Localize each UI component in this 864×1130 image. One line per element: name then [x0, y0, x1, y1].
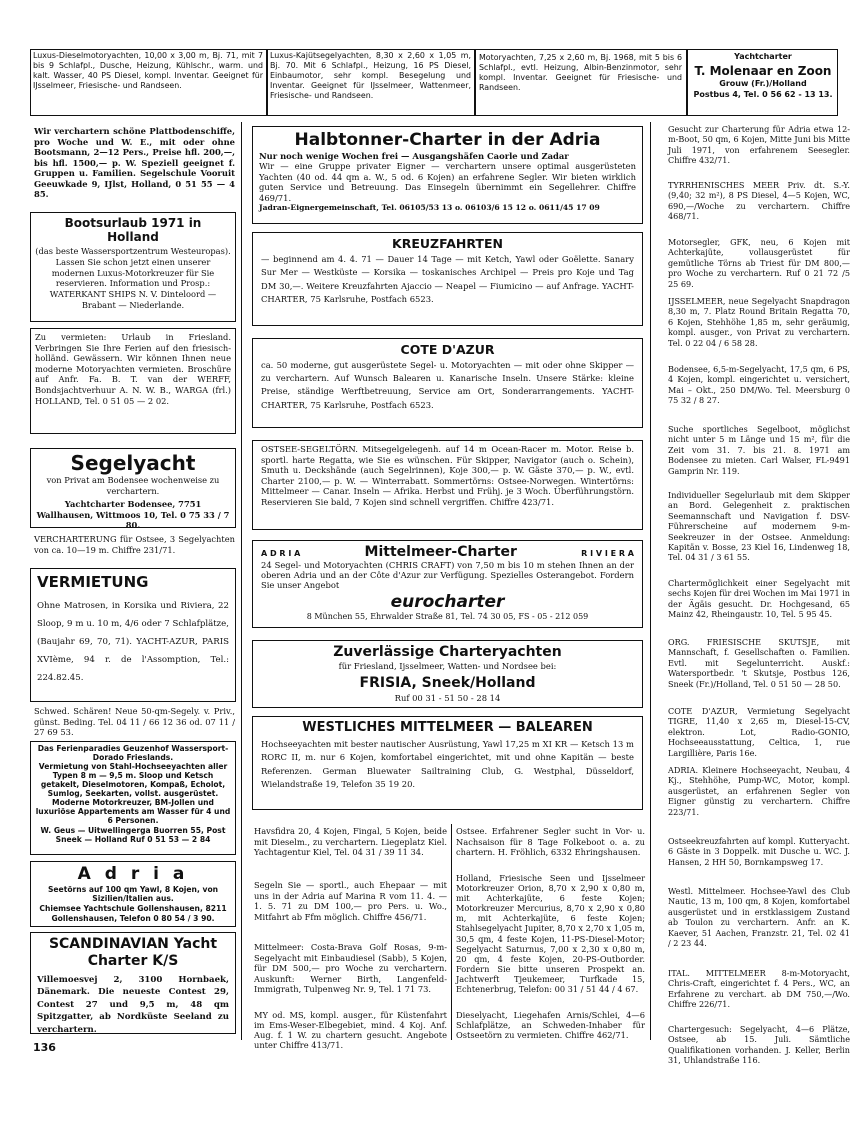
- ad-ostseekreuzfahrten: Ostseekreuzfahrten auf kompl. Kutteryacht. 6 Gäste in 3 Doppelk. mit Dusche u. WC. J. Hansen, 2 HH 50, Bornkampsweg 17.: [668, 836, 850, 867]
- ad-schwed: Schwed. Schären! Neue 50-qm-Segely. v. Priv., günst. Beding. Tel. 04 11 / 66 12 36 od. 07 11 / 27 69 53.: [34, 706, 235, 737]
- ad-kreuzfahrten: [252, 232, 643, 326]
- geuzenhof-contact: W. Geus — Uitwellingerga Buorren 55, Post Sneek — Holland Ruf 0 51 53 — 2 84: [40, 826, 226, 844]
- eurocharter-logo: eurocharter: [390, 591, 505, 612]
- halbtonner-contact: Jadran-Eignergemeinschaft, Tel. 06105/53 13 o. 06103/6 15 12 o. 0611/45 17 09: [259, 203, 600, 213]
- ad-ijsselmeer: IJSSELMEER, neue Segelyacht Snapdragon 8,30 m, 7. Platz Round Britain Regatta 70, 6 Kojen, Stehhöhe 1,85 m, sehr geräumig, kompl. ausger., von Privat zu verchartern. Tel. 0 22 04 / 6 58 28.: [668, 296, 850, 348]
- ostsee-text: OSTSEE-SEGELTÖRN. Mitsegelgelegenh. auf 14 m Ocean-Racer m. Motor. Reise b. sportl. harte Regatta, wie Sie es wünschen. Für Skipper, Navigator (auch o. Schein), Smuth u. Deckshände (auch Segelrinnen), Koje 300,— p. W. Gäste 370,— p. W., evtl. Charter 2100,— p. W. — Winterrabatt. Sommertörns: Ostsee-Norwegen. Wintertörns: Mittelmeer — Canar. Inseln — Afrika. Herbst und Frühj. je 3 Woch. Überführungstörn. Reservieren Sie bald, 7 Kojen sind schnell vergriffen. Chiffre 423/71.: [261, 444, 634, 507]
- scandinavian-title: SCANDINAVIAN Yacht Charter K/S: [48, 936, 218, 969]
- ad-my-ms: MY od. MS, kompl. ausger., für Küstenfahrt im Ems-Weser-Elbegebiet, mind. 4 Koj. Anf. Aug. f. 1 W. zu chartern gesucht. Angebote unter Chiffre 413/71.: [254, 1010, 447, 1050]
- ad-ostsee-segeltoern: [252, 440, 643, 530]
- ad-molenaar: [690, 51, 836, 114]
- segelyacht-text: von Privat am Bodensee wochenweise zu verchartern.: [46, 475, 220, 496]
- mm-contact: 8 München 55, Ehrwalder Straße 81, Tel. 74 30 05, FS - 05 - 212 059: [306, 611, 589, 621]
- scandinavian-text: Villemoesvej 2, 3100 Hornbaek, Dänemark. Die neueste Contest 29, Contest 27 und 9,5 m, 48 qm Spitzgatter, ab Nordküste Seeland zu verchartern.: [37, 975, 229, 1035]
- kreuzfahrten-text: — beginnend am 4. 4. 71 — Dauer 14 Tage — mit Ketch, Yawl oder Goëlette. Sanary Sur Mer — Westküste — Korsika — toskanisches Archipel — Preis pro Koje und Tag DM 30,—. Weitere Kreuzfahrten Ajaccio — Neapel — Fiumicino — auf Anfrage. YACHT-CHARTER, 75 Karlsruhe, Postfach 6523.: [261, 254, 634, 305]
- ad-urlaub-friesland: [30, 328, 236, 434]
- zuv-name: FRISIA, Sneek/Holland: [359, 675, 536, 691]
- molenaar-place: Grouw (Fr.)/Holland: [719, 79, 807, 88]
- halbtonner-sub: Nur noch wenige Wochen frei — Ausgangshäfen Caorle und Zadar: [259, 151, 569, 161]
- ad-westl-mittelmeer: Westl. Mittelmeer. Hochsee-Yawl des Club Nautic, 13 m, 100 qm, 8 Kojen, komfortabel ausgerüstet und in erstklassigem Zustand ab Toulon zu verchartern. Anfr. an K. Kaever, 51 Aachen, Franzstr. 21, Tel. 02 41 / 2 23 44.: [668, 886, 850, 949]
- page-number: 136: [33, 1041, 56, 1054]
- ad-motorsegler: Motorsegler, GFK, neu, 6 Kojen mit Achterkajüte, vollausgerüstet für gemütliche Törns ab Triest für DM 800,— pro Woche zu verchartern. Ruf 0 21 72 /5 25 69.: [668, 237, 850, 289]
- urlaub-text: Zu vermieten: Urlaub in Friesland. Verbringen Sie Ihre Ferien auf den friesisch-holländ. Gewässern. Wir können Ihnen neue moderne Motoryachten vermieten. Broschüre auf Anfr. Fa. B. T. van der WERFF, Bondsjachtverhuur A. N. W. B., WARGA (frl.) HOLLAND, Tel. 0 51 05 — 2 02.: [35, 332, 231, 406]
- ad-adria-kleinere: ADRIA. Kleinere Hochseeyacht, Neubau, 4 Kj., Stehhöhe, Pump-WC, Motor, kompl. ausgerüstet, an erfahrenen Segler von Eigner günstig zu verchartern. Chiffre 223/71.: [668, 765, 850, 817]
- ad-bodensee: Bodensee, 6,5-m-Segelyacht, 17,5 qm, 6 PS, 4 Kojen, kompl. eingerichtet u. versichert, Mai – Okt., 250 DM/Wo. Tel. Meersburg 0 75 32 / 8 27.: [668, 364, 850, 406]
- ad-chartergesuch: Chartergesuch: Segelyacht, 4—6 Plätze, Ostsee, ab 15. Juli. Sämtliche Qualifikationen vorhanden. J. Keller, Berlin 31, Uhlandstraße 116.: [668, 1024, 850, 1066]
- ad-mittelmeer-charter: [252, 540, 643, 628]
- ad-motoryachten: Motoryachten, 7,25 x 2,60 m, Bj. 1968, mit 5 bis 6 Schlafpl., evtl. Heizung, Albin-Benzinmotor, sehr kompl. Inventar. Geeignet für Friesische- und Randseen.: [479, 53, 682, 92]
- ad-segeln-sie: Segeln Sie — sportl., auch Ehepaar — mit uns in der Adria auf Marina R vom 11. 4. — 1. 5. 71 zu DM 100,— pro Pers. u. Wo., Mitfahrt ab Ffm möglich. Chiffre 456/71.: [254, 880, 447, 922]
- adria-contact: Chiemsee Yachtschule Gollenshausen, 8211 Gollenshausen, Telefon 0 80 54 / 3 90.: [39, 904, 227, 923]
- cote-title: COTE D'AZUR: [400, 342, 495, 357]
- ad-luxus-diesel: Luxus-Dieselmotoryachten, 10,00 x 3,00 m, Bj. 71, mit 7 bis 9 Schlafpl., Dusche, Heizung, Kühlschr., warm. und kalt. Wasser, 40 PS Diesel, kompl. Inventar. Geeignet für IJsselmeer, Friesische- und Randseen.: [33, 51, 263, 90]
- ad-cote-azur: [252, 338, 643, 428]
- zuv-sub: für Friesland, Ijsselmeer, Watten- und Nordsee bei:: [338, 661, 557, 671]
- segelyacht-contact: Yachtcharter Bodensee, 7751 Wallhausen, Wittmoos 10, Tel. 0 75 33 / 7 80.: [36, 499, 230, 530]
- ad-geuzenhof: [30, 741, 236, 855]
- west-title: WESTLICHES MITTELMEER — BALEAREN: [302, 720, 593, 735]
- ad-chartermoeglichkeit: Chartermöglichkeit einer Segelyacht mit sechs Kojen für drei Wochen im Mai 1971 in der Ägäis gesucht. Dr. Hochgesand, 65 Mainz 42, Rheingaustr. 10, Tel. 5 95 45.: [668, 578, 850, 620]
- molenaar-name: T. Molenaar en Zoon: [694, 64, 832, 78]
- kreuzfahrten-title: KREUZFAHRTEN: [392, 236, 503, 251]
- halbtonner-title: Halbtonner-Charter in der Adria: [294, 130, 601, 150]
- bootsurlaub-text: (das beste Wassersportzentrum Westeuropas). Lassen Sie schon jetzt einen unserer modernen Luxus-Motorkreuzer für Sie reservieren. Information und Prosp.: WATERKANT SHIPS N. V. Dinteloord — Brabant — Niederlande.: [35, 246, 231, 310]
- west-text: Hochseeyachten mit bester nautischer Ausrüstung, Yawl 17,25 m XI KR — Ketsch 13 m RORC II, m. nur 6 Kojen, komfortabel eingerichtet, mit und ohne Kapitän — beste Referenzen. German Bluewater Sailtraining Club, G. Westphal, Düsseldorf, Wielandstraße 19, Telefon 35 19 20.: [261, 739, 634, 790]
- geuzenhof-text: Vermietung von Stahl-Hochseeyachten aller Typen 8 m — 9,5 m. Sloop und Ketsch getakelt, Dieselmotoren, Kompaß, Echolot, Sumlog, Seekarten, vollst. ausgerüstet. Moderne Motorkreuzer, BM-Jollen und luxuriöse Appartements am Wasser für 4 und 6 Personen.: [35, 762, 231, 825]
- ad-havsfidra: Havsfidra 20, 4 Kojen, Fingal, 5 Kojen, beide mit Dieselm., zu verchartern. Liegeplatz Kiel. Yachtagentur Kiel, Tel. 04 31 / 39 11 34.: [254, 826, 447, 857]
- ad-westliches-mittelmeer: [252, 716, 643, 810]
- zuv-title: Zuverlässige Charteryachten: [333, 644, 562, 660]
- ad-cote-azur-tigre: COTE D'AZUR, Vermietung Segelyacht TIGRE, 11,40 x 2,65 m, Diesel-15-CV, elektron. Lot, Radio-GONIO, Hochseeausstattung, Celtica, 1, rue Largillière, Paris 16e.: [668, 706, 850, 758]
- ad-org-skutsje: ORG. FRIESISCHE SKUTSJE, mit Mannschaft, f. Gesellschaften o. Familien. Evtl. mit Segelunterricht. Auskf.: Watersportbedr. 't Skutsje, Postbus 126, Sneek (Fr.)/Holland, Tel. 0 51 50 — 28 50.: [668, 637, 850, 689]
- ad-adria-chiemsee: [30, 861, 236, 927]
- halbtonner-text: Wir — eine Gruppe privater Eigner — verchartern unsere optimal ausgerüsteten Yachten (40 od. 44 qm a. W., 5 od. 6 Kojen) an erfahrene Segler. Wir bieten wirklich guten Service und Betreuung. Das Einsegeln übernimmt ein Segellehrer. Chiffre 469/71.: [259, 161, 636, 203]
- geuzenhof-title: Das Ferienparadies Geuzenhof Wassersport-Dorado Frieslands.: [37, 744, 229, 762]
- cote-text: ca. 50 moderne, gut ausgerüstete Segel- u. Motoryachten — mit oder ohne Skipper — zu verchartern. Auf Wunsch Balearen u. Kanarische Inseln. Unsere Stärke: kleine Preise, ständige Werftbetreuung, Service am Ort, Sonderarrangements. YACHT-CHARTER, 75 Karlsruhe, Postfach 6523.: [261, 360, 634, 410]
- ad-plattboden: Wir verchartern schöne Plattbodenschiffe, pro Woche und W. E., mit oder ohne Bootsmann, 2—12 Pers., Preise hfl. 200,—, bis hfl. 1500,— p. W. Speziell geeignet f. Gruppen u. Familien. Segelschule Vooruit Geeuwkade 9, IJlst, Holland, 0 51 55 — 4 85.: [34, 126, 235, 199]
- mm-text: 24 Segel- und Motoryachten (CHRIS CRAFT) von 7,50 m bis 10 m stehen Ihnen an der oberen Adria und an der Côte d'Azur zur Verfügung. Spezielles Osterangebot. Fordern Sie unser Angebot: [261, 560, 634, 591]
- ad-vercharterung: VERCHARTERUNG für Ostsee, 3 Segelyachten von ca. 10—19 m. Chiffre 231/71.: [34, 534, 235, 555]
- ad-holland-friesische: Holland, Friesische Seen und Ijsselmeer Motorkreuzer Orion, 8,70 x 2,90 x 0,80 m, mit Achterkajüte, 6 feste Kojen; Motorkreuzer Mercurius, 8,70 x 2,90 x 0,80 m, mit Achterkajüte, 6 feste Kojen; Stahlsegelyacht Jupiter, 8,70 x 2,70 x 1,05 m, 30,5 qm, 4 feste Kojen, 11-PS-Diesel-Motor; Segelyacht Saturnus, 7,00 x 2,30 x 0,80 m, 20 qm, 4 feste Kojen, 20-PS-Outborder. Fordern Sie bitte unseren Prospekt an. Jachtwerft Tjeukemeer, Turfkade 15, Echtenerbrug, Telefon: 00 31 / 51 44 / 4 67.: [456, 873, 645, 995]
- ad-scandinavian: [30, 932, 236, 1034]
- ad-halbtonner: [252, 126, 643, 224]
- ad-luxus-kajuet: Luxus-Kajütsegelyachten, 8,30 x 2,60 x 1,05 m, Bj. 70. Mit 6 Schlafpl., Heizung, 16 PS Diesel, Einbaumotor, sehr kompl. Besegelung und Inventar. Geeignet für IJsselmeer, Wattenmeer, Friesische- und Randseen.: [270, 51, 471, 100]
- ad-tyrrhenisches: TYRRHENISCHES MEER Priv. dt. S.-Y. (9,40; 32 m²), 8 PS Diesel, 4—5 Kojen, WC, 690,—/Woche zu verchartern. Chiffre 468/71.: [668, 180, 850, 222]
- mm-header: [261, 544, 634, 560]
- yachtcharter-label: Yachtcharter: [734, 52, 792, 61]
- ad-gesucht-adria: Gesucht zur Charterung für Adria etwa 12-m-Boot, 50 qm, 6 Kojen, Mitte Juni bis Mitte Juli 1971, von erfahrenem Seesegler. Chiffre 432/71.: [668, 124, 850, 166]
- segelyacht-title: Segelyacht: [70, 451, 196, 475]
- ad-ostsee-erfahrener: Ostsee. Erfahrener Segler sucht in Vor- u. Nachsaison für 8 Tage Folkeboot o. a. zu chartern. H. Fröhlich, 6332 Ehringshausen.: [456, 826, 645, 857]
- ad-dieselyacht: Dieselyacht, Liegehafen Arnis/Schlei, 4—6 Schlafplätze, an Schweden-Inhaber für Ostseetörn zu vermieten. Chiffre 462/71.: [456, 1010, 645, 1040]
- ad-vermietung: [30, 568, 236, 702]
- ad-zuverlaessige: [252, 640, 643, 708]
- mm-right: R I V I E R A: [581, 549, 634, 558]
- ad-costa-brava: Mittelmeer: Costa-Brava Golf Rosas, 9-m-Segelyacht mit Einbaudiesel (Sabb), 5 Kojen, für DM 500,— pro Woche zu verchartern. Auskunft: Werner Birth, Langenfeld-Immigrath, Tulpenweg Nr. 9, Tel. 1 71 73.: [254, 942, 447, 994]
- adria-title: A d r i a: [77, 864, 189, 884]
- ad-suche: Suche sportliches Segelboot, möglichst nicht unter 5 m Länge und 15 m², für die Zeit vom 31. 7. bis 21. 8. 1971 am Bodensee zu mieten. Carl Walser, FL-9491 Gamprin Nr. 119.: [668, 424, 850, 476]
- ad-ital-mittelmeer: ITAL. MITTELMEER 8-m-Motoryacht, Chris-Craft, eingerichtet f. 4 Pers., WC, an Erfahrene zu verchart. ab DM 750,—/Wo. Chiffre 226/71.: [668, 968, 850, 1010]
- mm-left: A D R I A: [261, 549, 301, 558]
- zuv-phone: Ruf 00 31 - 51 50 - 28 14: [394, 693, 501, 703]
- mm-title: Mittelmeer-Charter: [364, 544, 517, 560]
- bootsurlaub-title: Bootsurlaub 1971 in Holland: [64, 216, 202, 244]
- vermietung-title: VERMIETUNG: [37, 573, 149, 591]
- ad-segelyacht: [30, 448, 236, 528]
- molenaar-phone: Postbus 4, Tel. 0 56 62 - 13 13.: [693, 90, 833, 99]
- ad-individueller: Individueller Segelurlaub mit dem Skipper an Bord. Gelegenheit z. praktischen Seemannschaft und Navigation f. DSV-Führerscheine auf modernem 9-m-Seekreuzer in der Ostsee. Anmeldung: Kapitän v. Bosse, 23 Kiel 16, Lindenweg 18, Tel. 04 31 / 3 61 55.: [668, 490, 850, 563]
- vermietung-text: Ohne Matrosen, in Korsika und Riviera, 22 Sloop, 9 m u. 10 m, 4/6 oder 7 Schlafplätze, (Baujahr 69, 70, 71). YACHT-AZUR, PARIS XVIème, 94 r. de l'Assomption, Tel.: 224.82.45.: [37, 601, 229, 683]
- adria-text: Seetörns auf 100 qm Yawl, 8 Kojen, von Sizilien/Italien aus.: [47, 885, 219, 904]
- ad-bootsurlaub: [30, 212, 236, 322]
